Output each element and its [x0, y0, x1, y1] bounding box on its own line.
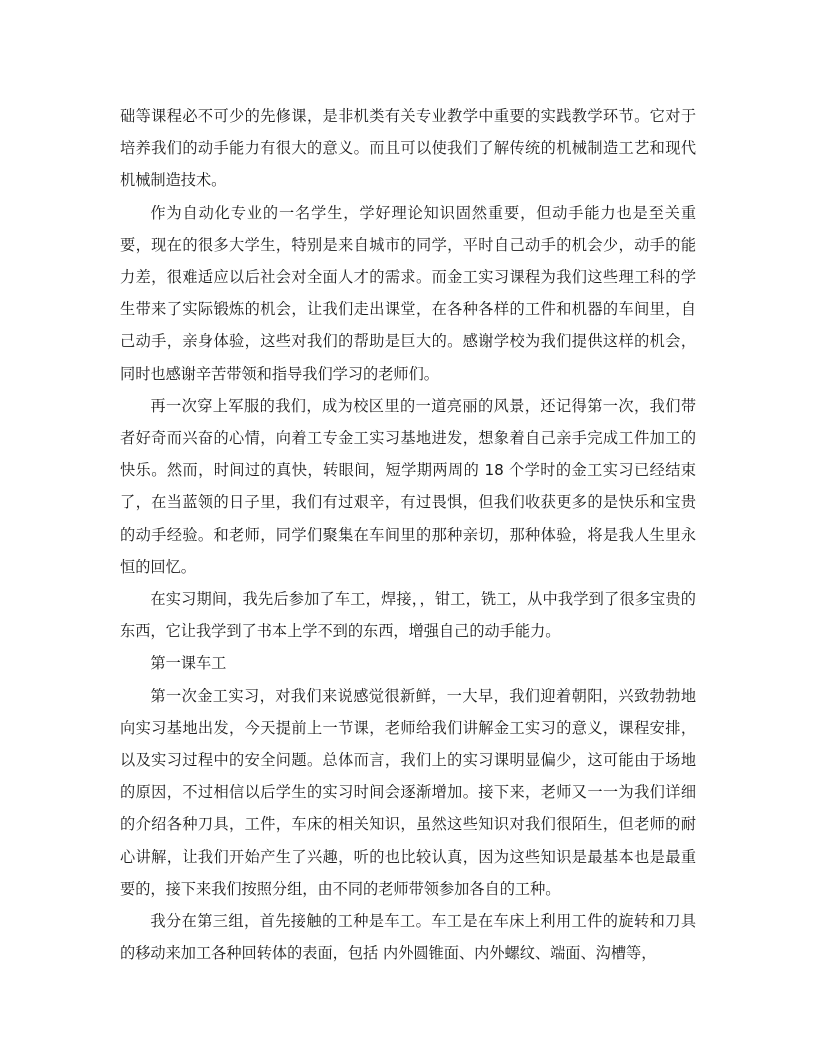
paragraph-continuation: 础等课程必不可少的先修课，是非机类有关专业教学中重要的实践教学环节。它对于培养我们的动手能力有很大的意义。而且可以使我们了解传统的机械制造工艺和现代机械制造技术。	[120, 107, 696, 190]
paragraph-group-three: 我分在第三组，首先接触的工种是车工。车工是在车床上利用工件的旋转和刀具的移动来加工各种回转体的表面，包括 内外圆锥面、内外螺纹、端面、沟槽等，	[120, 912, 696, 963]
paragraph-automation-major: 作为自动化专业的一名学生，学好理论知识固然重要，但动手能力也是至关重要，现在的很多大学生，特别是来自城市的同学，平时自己动手的机会少，动手的能力差，很难适应以后社会对全面人才的需求。而金工实习课程为我们这些理工科的学生带来了实际锻炼的机会，让我们走出课堂，在各种各样的工件和机器的车间里，自己动手，亲身体验，这些对我们的帮助是巨大的。感谢学校为我们提供这样的机会，同时也感谢辛苦带领和指导我们学习的老师们。	[120, 203, 696, 383]
paragraph-first-class: 第一次金工实习，对我们来说感觉很新鲜，一大早，我们迎着朝阳，兴致勃勃地向实习基地出发，今天提前上一节课，老师给我们讲解金工实习的意义，课程安排，以及实习过程中的安全问题。总体而言，我们上的实习课明显偏少，这可能由于场地的原因，不过相信以后学生的实习时间会逐渐增加。接下来，老师又一一为我们详细的介绍各种刀具，工件，车床的相关知识，虽然这些知识对我们很陌生，但老师的耐心讲解，让我们开始产生了兴趣，听的也比较认真，因为这些知识是最基本也是最重要的，接下来我们按照分组，由不同的老师带领参加各自的工种。	[120, 686, 696, 898]
paragraph-uniform-memories: 再一次穿上军服的我们，成为校区里的一道亮丽的风景，还记得第一次，我们带者好奇而兴奋的心情，向着工专金工实习基地进发，想象着自己亲手完成工件加工的快乐。然而，时间过的真快，转眼间，短学期两周的 18 个学时的金工实习已经结束了，在当蓝领的日子里，我们有过艰辛，有过畏惧，但我们收获更多的是快乐和宝贵的动手经验。和老师，同学们聚集在车间里的那种亲切，那种体验，将是我人生里永恒的回忆。	[120, 396, 696, 576]
body-text	[120, 100, 696, 969]
section-heading-lathe: 第一课车工	[150, 654, 227, 673]
paragraph-internship-trades: 在实习期间，我先后参加了车工，焊接，，钳工，铣工，从中我学到了很多宝贵的东西，它让我学到了书本上学不到的东西，增强自己的动手能力。	[120, 590, 696, 641]
